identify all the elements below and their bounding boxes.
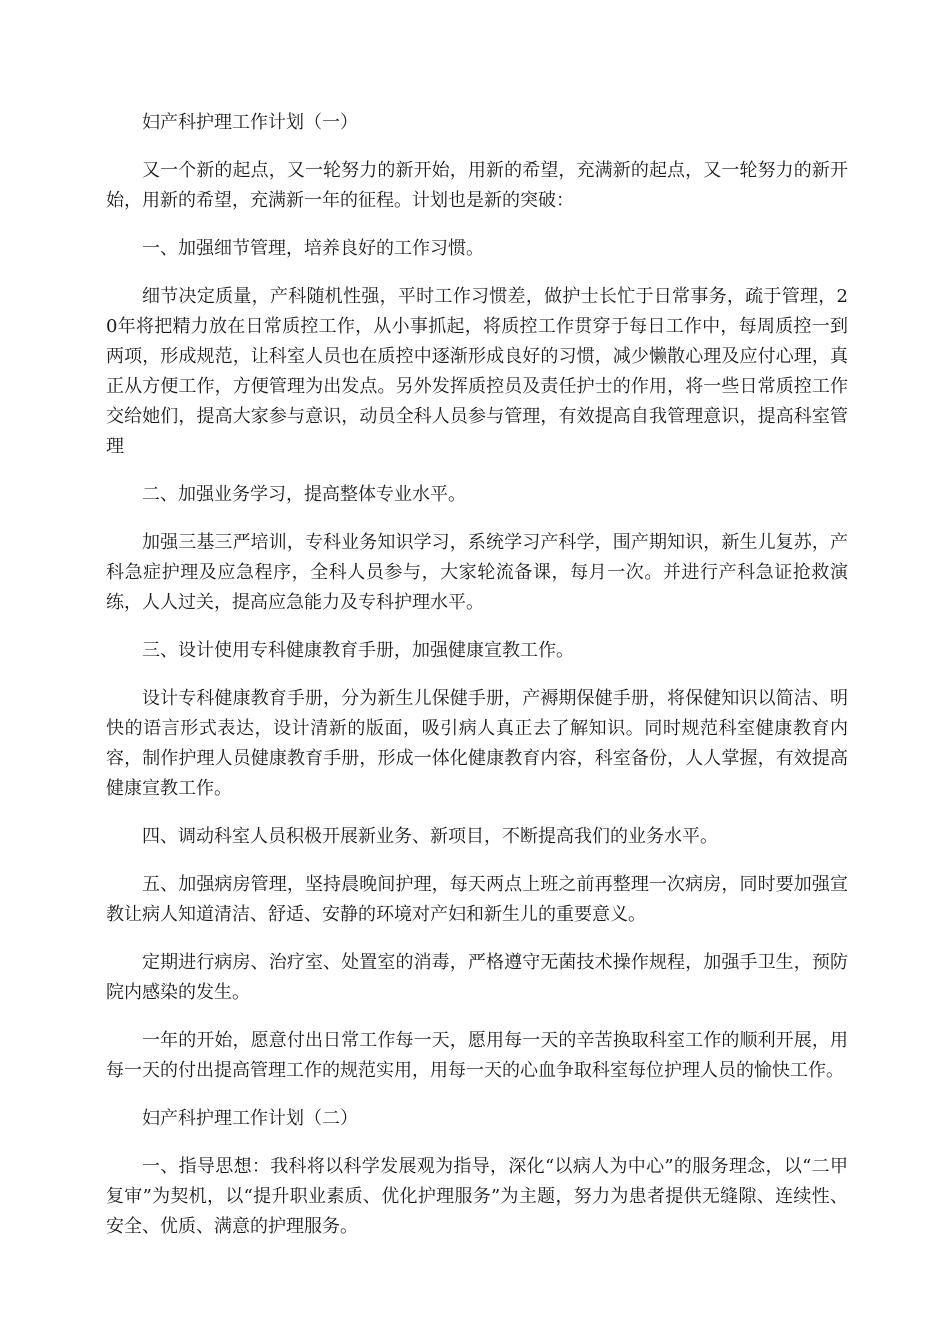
paragraph-detail-management: 细节决定质量，产科随机性强，平时工作习惯差，做护士长忙于日常事务，疏于管理，20年将把精力放在日常质控工作，从小事抓起，将质控工作贯穿于每日工作中，每周质控一到两项，形成规范，让科室人员也在质控中逐渐形成良好的习惯，减少懒散心理及应付心理，真正从方便工作，方便管理为出发点。另外发挥质控员及责任护士的作用，将一些日常质控工作交给她们，提高大家参与意识，动员全科人员参与管理，有效提高自我管理意识，提高科室管理 xyxy=(106,286,848,457)
section-title-plan-one: 妇产科护理工作计划（一） xyxy=(142,112,358,133)
heading-business-study: 二、加强业务学习，提高整体专业水平。 xyxy=(142,484,466,505)
heading-health-education: 三、设计使用专科健康教育手册，加强健康宣教工作。 xyxy=(142,640,574,661)
paragraph-guiding-thought: 一、指导思想：我科将以科学发展观为指导，深化“以病人为中心”的服务理念，以“二甲复审”为契机，以“提升职业素质、优化护理服务”为主题，努力为患者提供无缝隙、连续性、安全、优质、满意的护理服务。 xyxy=(106,1156,848,1237)
intro-paragraph: 又一个新的起点，又一轮努力的新开始，用新的希望，充满新的起点，又一轮努力的新开始，用新的希望，充满新一年的征程。计划也是新的突破： xyxy=(106,160,848,211)
paragraph-health-education: 设计专科健康教育手册，分为新生儿保健手册，产褥期保健手册，将保健知识以简洁、明快的语言形式表达，设计清新的版面，吸引病人真正去了解知识。同时规范科室健康教育内容，制作护理人员健康教育手册，形成一体化健康教育内容，科室备份，人人掌握，有效提高健康宣教工作。 xyxy=(106,688,848,799)
heading-new-business: 四、调动科室人员积极开展新业务、新项目，不断提高我们的业务水平。 xyxy=(142,826,718,847)
document-page xyxy=(106,108,848,1260)
heading-detail-management: 一、加强细节管理，培养良好的工作习惯。 xyxy=(142,238,484,259)
section-title-plan-two: 妇产科护理工作计划（二） xyxy=(142,1108,358,1129)
paragraph-ward-management: 五、加强病房管理，坚持晨晚间护理，每天两点上班之前再整理一次病房，同时要加强宣教让病人知道清洁、舒适、安静的环境对产妇和新生儿的重要意义。 xyxy=(106,874,848,925)
paragraph-closing: 一年的开始，愿意付出日常工作每一天，愿用每一天的辛苦换取科室工作的顺利开展，用每一天的付出提高管理工作的规范实用，用每一天的心血争取科室每位护理人员的愉快工作。 xyxy=(106,1030,848,1081)
paragraph-business-study: 加强三基三严培训，专科业务知识学习，系统学习产科学，围产期知识，新生儿复苏，产科急症护理及应急程序，全科人员参与，大家轮流备课，每月一次。并进行产科急证抢救演练，人人过关，提高应急能力及专科护理水平。 xyxy=(106,532,848,613)
paragraph-disinfection: 定期进行病房、治疗室、处置室的消毒，严格遵守无菌技术操作规程，加强手卫生，预防院内感染的发生。 xyxy=(106,952,848,1003)
